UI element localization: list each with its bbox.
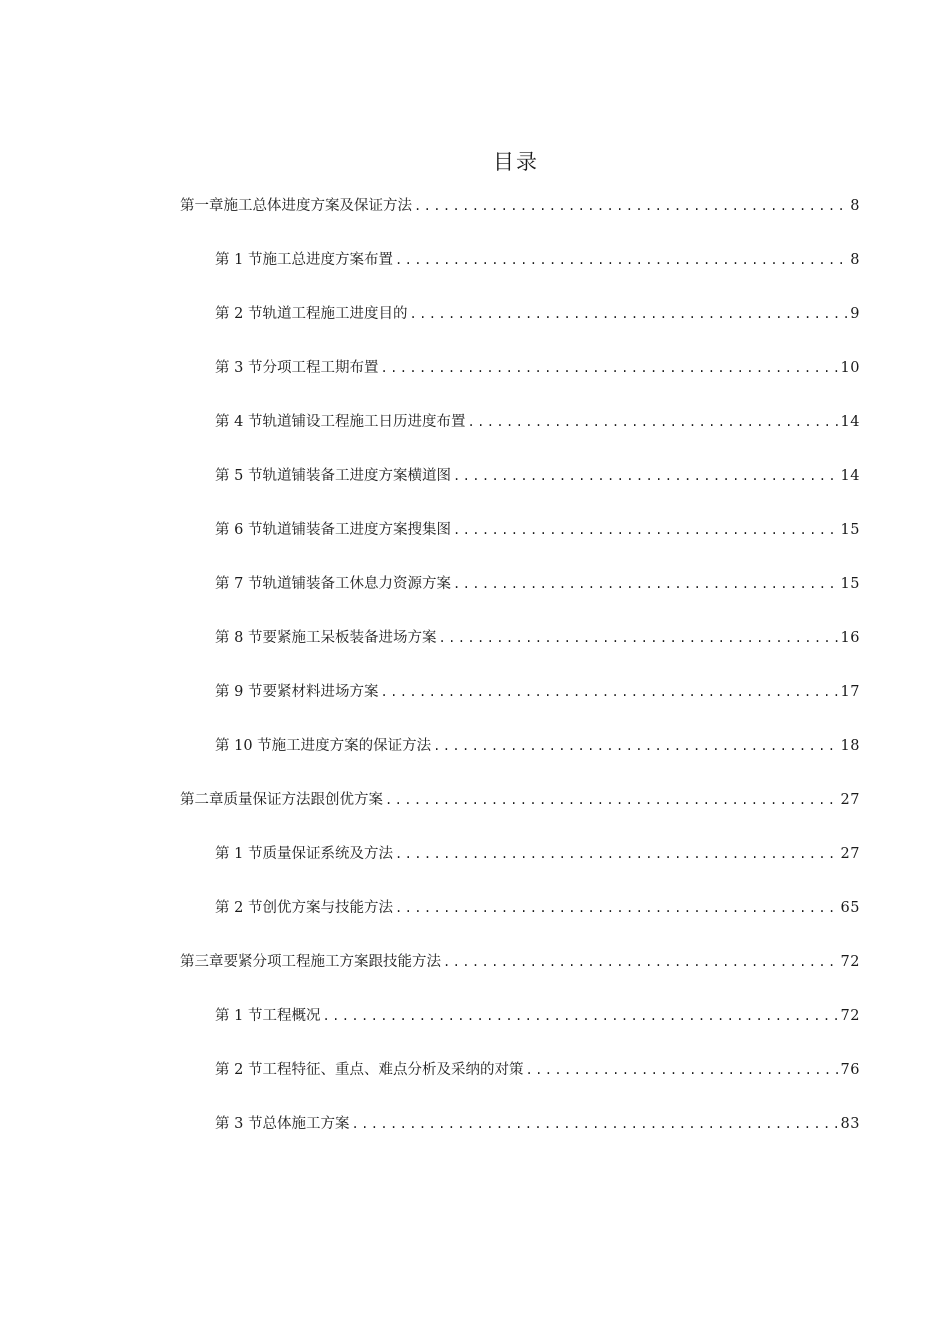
dot-leader bbox=[525, 1058, 838, 1082]
toc-page-number: 27 bbox=[840, 846, 860, 862]
toc-section-entry[interactable] bbox=[180, 572, 860, 626]
table-of-contents bbox=[180, 194, 860, 1166]
dot-leader bbox=[322, 1004, 838, 1028]
dot-leader bbox=[453, 518, 839, 542]
toc-page-number: 72 bbox=[840, 1008, 860, 1024]
dot-leader bbox=[453, 572, 839, 596]
toc-section-entry[interactable] bbox=[180, 626, 860, 680]
toc-entry-title: 第 6 节轨道铺装备工进度方案搜集图 bbox=[215, 522, 451, 538]
toc-page-number: 9 bbox=[850, 306, 860, 322]
toc-chapter-entry[interactable] bbox=[180, 950, 860, 1004]
toc-entry-title: 第 10 节施工进度方案的保证方法 bbox=[215, 738, 432, 754]
toc-entry-title: 第三章要紧分项工程施工方案跟技能方法 bbox=[180, 954, 441, 970]
dot-leader bbox=[453, 464, 839, 488]
dot-leader bbox=[380, 356, 838, 380]
toc-section-entry[interactable] bbox=[180, 248, 860, 302]
toc-entry-title: 第 8 节要紧施工呆板装备进场方案 bbox=[215, 630, 437, 646]
toc-section-entry[interactable] bbox=[180, 356, 860, 410]
toc-page-number: 72 bbox=[840, 954, 860, 970]
toc-entry-title: 第 5 节轨道铺装备工进度方案横道图 bbox=[215, 468, 451, 484]
dot-leader bbox=[433, 734, 838, 758]
toc-page-number: 65 bbox=[840, 900, 860, 916]
toc-page-number: 83 bbox=[840, 1116, 860, 1132]
toc-entry-title: 第 3 节总体施工方案 bbox=[215, 1116, 350, 1132]
toc-entry-title: 第 1 节施工总进度方案布置 bbox=[215, 252, 393, 268]
dot-leader bbox=[443, 950, 839, 974]
toc-title: 目录 bbox=[493, 150, 539, 174]
toc-section-entry[interactable] bbox=[180, 464, 860, 518]
toc-entry-title: 第 1 节质量保证系统及方法 bbox=[215, 846, 393, 862]
dot-leader bbox=[395, 842, 839, 866]
toc-page-number: 15 bbox=[840, 576, 860, 592]
toc-section-entry[interactable] bbox=[180, 1112, 860, 1166]
toc-section-entry[interactable] bbox=[180, 1058, 860, 1112]
toc-page-number: 17 bbox=[840, 684, 860, 700]
toc-chapter-entry[interactable] bbox=[180, 788, 860, 842]
toc-entry-title: 第 2 节创优方案与技能方法 bbox=[215, 900, 393, 916]
toc-entry-title: 第 4 节轨道铺设工程施工日历进度布置 bbox=[215, 414, 466, 430]
toc-page-number: 8 bbox=[850, 198, 860, 214]
toc-entry-title: 第一章施工总体进度方案及保证方法 bbox=[180, 198, 412, 214]
toc-page-number: 27 bbox=[840, 792, 860, 808]
dot-leader bbox=[395, 896, 839, 920]
toc-entry-title: 第 2 节轨道工程施工进度目的 bbox=[215, 306, 408, 322]
toc-section-entry[interactable] bbox=[180, 410, 860, 464]
dot-leader bbox=[409, 302, 848, 326]
toc-page-number: 8 bbox=[850, 252, 860, 268]
dot-leader bbox=[395, 248, 848, 272]
toc-entry-title: 第 3 节分项工程工期布置 bbox=[215, 360, 379, 376]
toc-section-entry[interactable] bbox=[180, 1004, 860, 1058]
toc-entry-title: 第二章质量保证方法跟创优方案 bbox=[180, 792, 383, 808]
toc-section-entry[interactable] bbox=[180, 896, 860, 950]
toc-page-number: 14 bbox=[840, 414, 860, 430]
toc-page-number: 15 bbox=[840, 522, 860, 538]
toc-section-entry[interactable] bbox=[180, 302, 860, 356]
toc-entry-title: 第 2 节工程特征、重点、难点分析及采纳的对策 bbox=[215, 1062, 524, 1078]
dot-leader bbox=[467, 410, 838, 434]
toc-section-entry[interactable] bbox=[180, 842, 860, 896]
toc-section-entry[interactable] bbox=[180, 680, 860, 734]
toc-chapter-entry[interactable] bbox=[180, 194, 860, 248]
toc-section-entry[interactable] bbox=[180, 518, 860, 572]
toc-page-number: 16 bbox=[840, 630, 860, 646]
dot-leader bbox=[414, 194, 848, 218]
toc-entry-title: 第 9 节要紧材料进场方案 bbox=[215, 684, 379, 700]
dot-leader bbox=[385, 788, 839, 812]
toc-page-number: 76 bbox=[840, 1062, 860, 1078]
toc-page-number: 14 bbox=[840, 468, 860, 484]
toc-page-number: 10 bbox=[840, 360, 860, 376]
toc-section-entry[interactable] bbox=[180, 734, 860, 788]
dot-leader bbox=[380, 680, 838, 704]
toc-page-number: 18 bbox=[840, 738, 860, 754]
dot-leader bbox=[351, 1112, 838, 1136]
toc-entry-title: 第 1 节工程概况 bbox=[215, 1008, 321, 1024]
toc-entry-title: 第 7 节轨道铺装备工休息力资源方案 bbox=[215, 576, 451, 592]
dot-leader bbox=[438, 626, 838, 650]
